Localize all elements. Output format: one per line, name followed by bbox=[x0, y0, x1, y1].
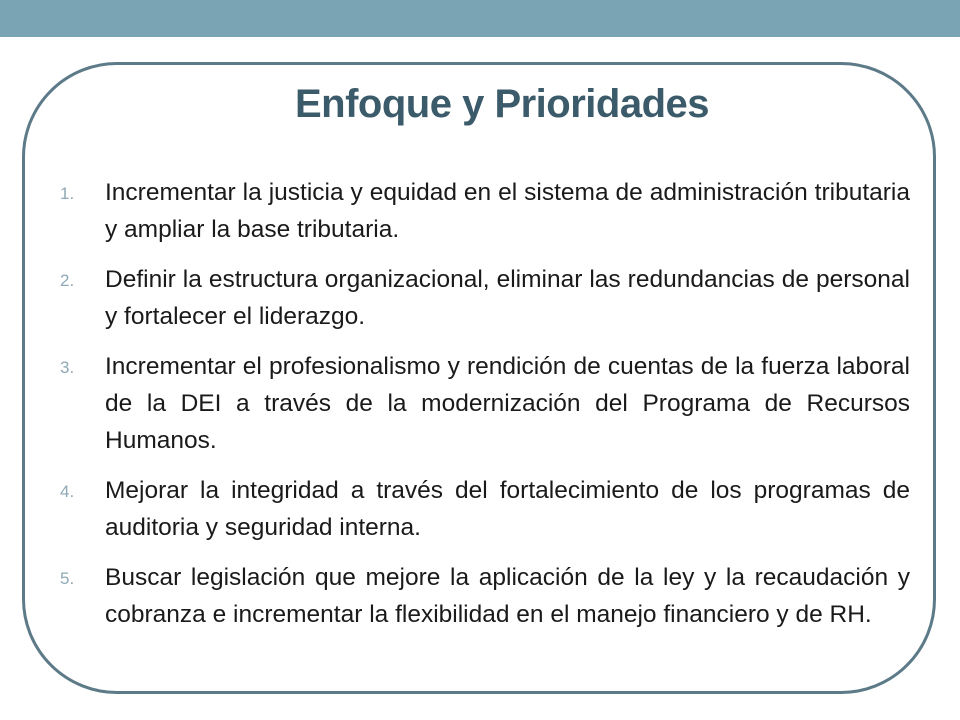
list-item bbox=[60, 472, 910, 546]
slide-title: Enfoque y Prioridades bbox=[294, 82, 710, 126]
list-item bbox=[60, 348, 910, 459]
list-item-number: 1. bbox=[60, 184, 75, 203]
list-item-text: Mejorar la integridad a través del fortalecimiento de los programas de auditoria y seguridad interna. bbox=[105, 477, 910, 541]
top-accent-bar bbox=[0, 0, 960, 37]
list-item-number: 5. bbox=[60, 569, 75, 588]
list-item-text: Incrementar la justicia y equidad en el sistema de administración tributaria y ampliar la base tributaria. bbox=[105, 179, 910, 243]
list-item bbox=[60, 174, 910, 248]
list-item-number: 2. bbox=[60, 271, 75, 290]
list-item-number: 4. bbox=[60, 482, 75, 501]
list-item bbox=[60, 261, 910, 335]
priority-list bbox=[60, 174, 910, 646]
list-item-text: Incrementar el profesionalismo y rendición de cuentas de la fuerza laboral de la DEI a través de la modernización del Programa de Recursos Humanos. bbox=[105, 353, 910, 454]
list-item bbox=[60, 559, 910, 633]
list-item-text: Definir la estructura organizacional, eliminar las redundancias de personal y fortalecer el liderazgo. bbox=[105, 266, 910, 330]
list-item-number: 3. bbox=[60, 358, 75, 377]
list-item-text: Buscar legislación que mejore la aplicación de la ley y la recaudación y cobranza e incrementar la flexibilidad en el manejo financiero y de RH. bbox=[105, 564, 910, 628]
